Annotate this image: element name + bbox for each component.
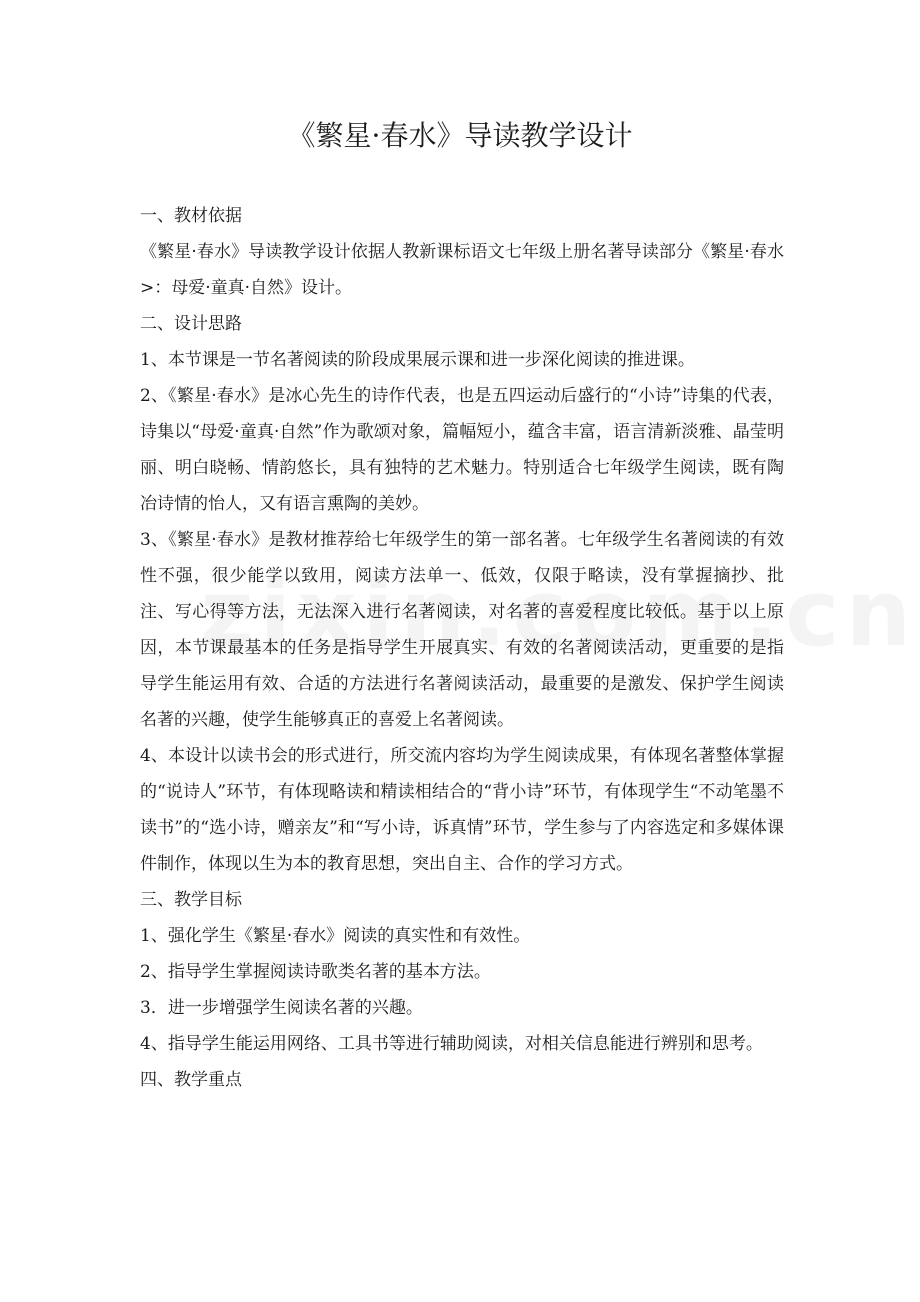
paragraph: 1、本节课是一节名著阅读的阶段成果展示课和进一步深化阅读的推进课。 (140, 350, 695, 370)
paragraph: 4、本设计以读书会的形式进行，所交流内容均为学生阅读成果，有体现名著整体掌握的“说诗人”环节，有体现略读和精读相结合的“背小诗”环节，有体现学生“不动笔墨不读书”的“选小诗，赠亲友”和“写小诗，诉真情”环节，学生参与了内容选定和多媒体课件制作，体现以生为本的教育思想，突出自主、合作的学习方式。 (140, 746, 784, 874)
section-heading-design-idea: 二、设计思路 (140, 314, 242, 334)
section-heading-objectives: 三、教学目标 (140, 890, 242, 910)
section-heading-basis: 一、教材依据 (140, 206, 242, 226)
paragraph: 《繁星·春水》导读教学设计依据人教新课标语文七年级上册名著导读部分《繁星·春水>：母爱·童真·自然》设计。 (140, 242, 784, 298)
document-body (140, 198, 784, 1098)
paragraph: 3、《繁星·春水》是教材推荐给七年级学生的第一部名著。七年级学生名著阅读的有效性不强，很少能学以致用，阅读方法单一、低效，仅限于略读，没有掌握摘抄、批注、写心得等方法，无法深入进行名著阅读，对名著的喜爱程度比较低。基于以上原因，本节课最基本的任务是指导学生开展真实、有效的名著阅读活动，更重要的是指导学生能运用有效、合适的方法进行名著阅读活动，最重要的是激发、保护学生阅读名著的兴趣，使学生能够真正的喜爱上名著阅读。 (140, 530, 784, 730)
paragraph: 1、强化学生《繁星·春水》阅读的真实性和有效性。 (140, 926, 531, 946)
paragraph: 2、《繁星·春水》是冰心先生的诗作代表，也是五四运动后盛行的“小诗”诗集的代表，诗集以“母爱·童真·自然”作为歌颂对象，篇幅短小，蕴含丰富，语言清新淡雅、晶莹明丽、明白晓畅、情韵悠长，具有独特的艺术魅力。特别适合七年级学生阅读，既有陶冶诗情的怡人，又有语言熏陶的美妙。 (140, 386, 784, 514)
paragraph: 2、指导学生掌握阅读诗歌类名著的基本方法。 (140, 962, 491, 982)
paragraph: 4、指导学生能运用网络、工具书等进行辅助阅读，对相关信息能进行辨别和思考。 (140, 1034, 763, 1054)
paragraph: 3．进一步增强学生阅读名著的兴趣。 (140, 998, 423, 1018)
document-title: 《繁星·春水》导读教学设计 (287, 119, 633, 152)
section-heading-key-points: 四、教学重点 (140, 1070, 242, 1090)
